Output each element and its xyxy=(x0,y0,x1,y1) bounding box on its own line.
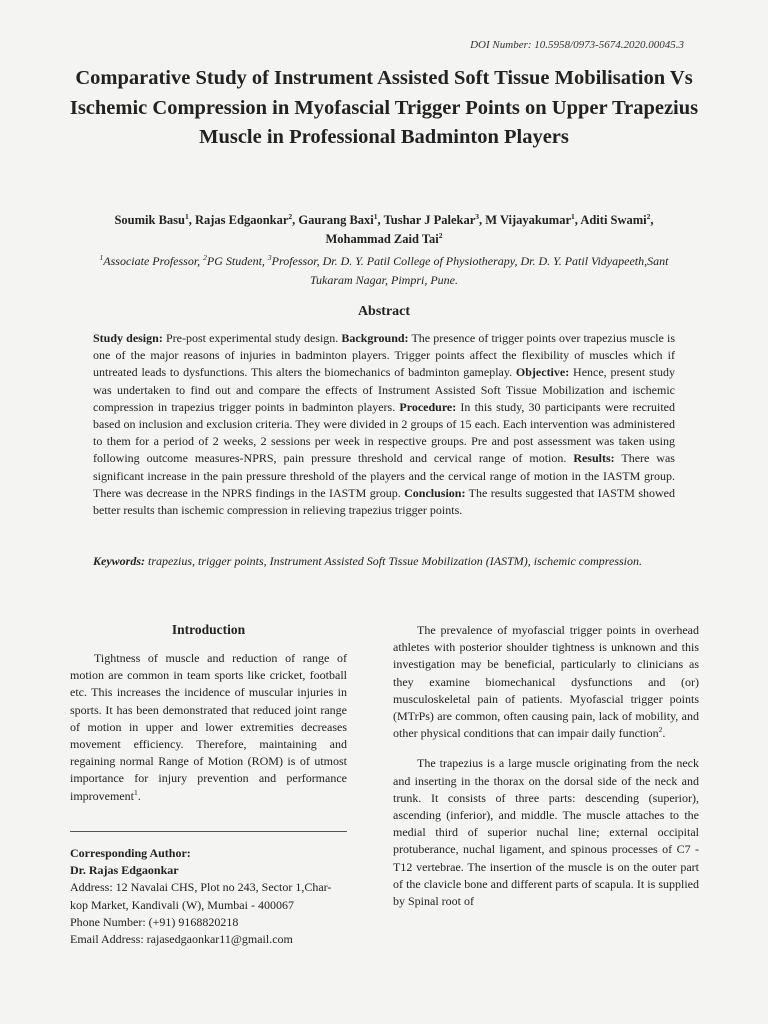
conclusion-text: The results suggested that IASTM showed better results than ischemic compression in relieving trapezius trigger points. xyxy=(93,485,676,518)
corresponding-author-box xyxy=(70,831,347,948)
address-line: Address: 12 Navalai CHS, Plot no 243, Sector 1,Char- xyxy=(70,880,332,895)
keywords xyxy=(93,553,675,571)
citation-mark: 2 xyxy=(658,725,663,735)
introduction-heading: Introduction xyxy=(171,622,246,637)
abstract-body xyxy=(93,330,675,519)
affiliation-mark: 2 xyxy=(203,253,207,262)
affiliation-mark: 1 xyxy=(99,253,104,262)
paragraph-end: . xyxy=(662,726,666,741)
results-label: Results: xyxy=(573,451,615,466)
study-design-label: Study design: xyxy=(93,331,163,345)
affiliation-text: Associate Professor, xyxy=(103,254,204,268)
author-affiliation-mark: 1 xyxy=(571,211,575,221)
email-address: Email Address: rajasedgaonkar11@gmail.com xyxy=(70,932,293,947)
citation-mark: 1 xyxy=(133,787,138,797)
keywords-label: Keywords: xyxy=(93,554,145,568)
author-name: Gaurang Baxi xyxy=(298,213,374,227)
author-affiliation-mark: 3 xyxy=(475,211,479,221)
prevalence-paragraph xyxy=(393,622,699,742)
paragraph-text: Tightness of muscle and reduction of range of motion are common in team sports like cricket, football etc. This increases the incidence of muscular injuries in sports. It has been demonstrated that reduced joint range of motion in upper and lower extremities decreases movement efficiency. Therefore, maintaining and regaining normal Range of Motion (ROM) is of utmost importance for injury prevention and performance improvement xyxy=(70,651,347,803)
author-affiliation-mark: 2 xyxy=(438,230,443,240)
author-affiliation-mark: 1 xyxy=(184,211,189,221)
author-affiliation-mark: 2 xyxy=(288,211,293,221)
paragraph-end: . xyxy=(137,788,141,803)
background-label: Background: xyxy=(341,331,409,345)
trapezius-paragraph: The trapezius is a large muscle originating from the neck and inserting in the thorax on the dorsal side of the neck and trunk. It consists of three parts: descending (superior), ascending (inferior), and middle. The muscle attaches to the medial third of superior nuchal line; external occipital protuberance, nuchal ligament, and spinous processes of C7 - T12 vertebrae. The insertion of the muscle is on the outer part of the clavicle bone and different parts of scapula. It is supplied by Spinal root of xyxy=(393,756,699,909)
abstract-heading: Abstract xyxy=(357,304,411,319)
right-column xyxy=(393,622,699,910)
author-affiliation-mark: 1 xyxy=(373,211,378,221)
author-list: Soumik Basu$^1$, Rajas Edgaonkar$^2$, Gaurang Baxi$^1$, Tushar J Palekar$^3$, M Vijayakumar$^1$, Aditi Swami$^2$, Mohammad Zaid Tai$^2$ xyxy=(114,211,654,246)
background-text: The presence of trigger points over trapezius muscle is one of the major reasons of injuries in badminton players. Trigger points affect the flexibility of muscles which if untreated leads to dysfunctions. This alters the biomechanics of badminton gameplay. xyxy=(93,331,676,380)
address-line: kop Market, Kandivali (W), Mumbai - 400067 xyxy=(70,897,294,912)
results-text: There was significant increase in the pain pressure threshold of the players and the cervical range of motion in the IASTM group. There was decrease in the NPRS findings in the IASTM group. xyxy=(93,451,675,500)
affiliations xyxy=(90,252,678,290)
author-name: Aditi Swami xyxy=(580,213,647,227)
objective-label: Objective: xyxy=(515,365,570,380)
paragraph-text: The prevalence of myofascial trigger points in overhead athletes with posterior shoulder tightness is unknown and this investigation may be beneficial, particularly to clinicians as they examine biomechanical dysfunctions and (or) musculoskeletal pain of patients. Myofascial trigger points (MTrPs) are common, often causing pain, lack of mobility, and other physical conditions that can impair daily function xyxy=(393,623,699,741)
phone-number: Phone Number: (+91) 9168820218 xyxy=(70,914,239,929)
paper-title: Comparative Study of Instrument Assisted Soft Tissue Mobilisation Vs Ischemic Compression in Myofascial Trigger Points on Upper Trapezius Muscle in Professional Badminton Players xyxy=(69,67,699,148)
study-design-text: Pre-post experimental study design. xyxy=(162,331,342,345)
affiliation-text: PG Student, xyxy=(206,254,268,268)
corresponding-author-name: Dr. Rajas Edgaonkar xyxy=(70,863,179,878)
author-name: Tushar J Palekar xyxy=(383,213,476,227)
affiliation-text: Professor, Dr. D. Y. Patil College of Physiotherapy, Dr. D. Y. Patil Vidyapeeth,Sant Tukaram Nagar, Pimpri, Pune. xyxy=(271,254,669,287)
introduction-paragraph xyxy=(70,650,347,805)
conclusion-label: Conclusion: xyxy=(404,485,466,500)
author-name: M Vijayakumar xyxy=(485,213,572,227)
procedure-label: Procedure: xyxy=(399,399,457,414)
affiliation-mark: 3 xyxy=(267,253,272,262)
keywords-text: trapezius, trigger points, Instrument Assisted Soft Tissue Mobilization (IASTM), ischemic compression. xyxy=(145,554,642,568)
objective-text: Hence, present study was undertaken to find out and compare the effects of Instrument Assisted Soft Tissue Mobilization and ischemic compression in trapezius trigger points in badminton players. xyxy=(93,365,675,414)
author-affiliation-mark: 2 xyxy=(646,211,651,221)
left-column xyxy=(70,622,347,805)
corresponding-author-label: Corresponding Author: xyxy=(70,846,191,860)
doi-number: DOI Number: 10.5958/0973-5674.2020.00045.3 xyxy=(470,39,684,51)
author-name: Rajas Edgaonkar xyxy=(194,213,289,227)
procedure-text: In this study, 30 participants were recruited based on inclusion and exclusion criteria. They were divided in 2 groups of 15 each. Each intervention was administered to them for a period of 2 weeks, 2 sessions per week in respective groups. Pre and post assessment was taken using following outcome measures-NPRS, pain pressure threshold and cervical range of motion. xyxy=(93,399,675,466)
author-name: Mohammad Zaid Tai xyxy=(325,232,439,246)
author-name: Soumik Basu xyxy=(114,213,185,227)
